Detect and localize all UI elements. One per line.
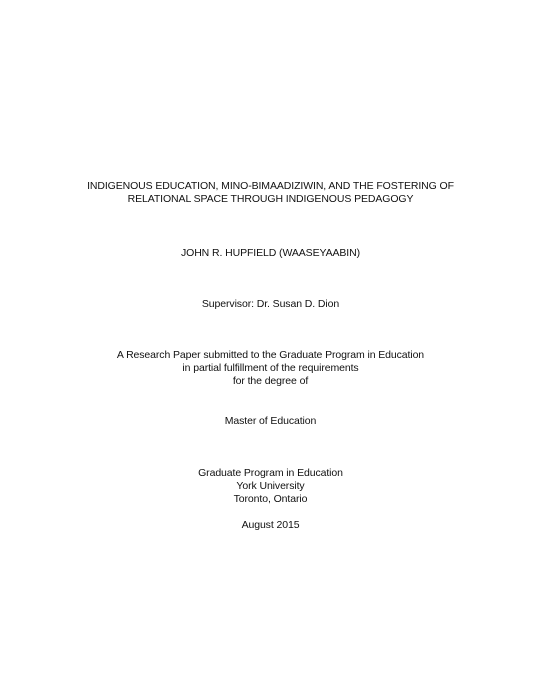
institution-location: Toronto, Ontario bbox=[233, 493, 308, 505]
author-line: JOHN R. HUPFIELD (WAASEYAABIN) bbox=[180, 247, 361, 259]
author-name bbox=[0, 247, 541, 260]
title-line-2: RELATIONAL SPACE THROUGH INDIGENOUS PEDAGOGY bbox=[127, 193, 414, 205]
date-line: August 2015 bbox=[241, 519, 300, 531]
submission-line-1: A Research Paper submitted to the Graduate Program in Education bbox=[116, 349, 425, 361]
paper-title bbox=[0, 180, 541, 206]
degree-line: Master of Education bbox=[224, 415, 317, 427]
submission-date bbox=[0, 519, 541, 532]
institution-program: Graduate Program in Education bbox=[198, 467, 343, 479]
degree-name bbox=[0, 415, 541, 428]
submission-line-2: in partial fulfillment of the requirements bbox=[182, 362, 359, 374]
supervisor-line: Supervisor: Dr. Susan D. Dion bbox=[201, 298, 340, 310]
institution bbox=[0, 467, 541, 506]
title-line-1: INDIGENOUS EDUCATION, MINO-BIMAADIZIWIN, AND THE FOSTERING OF bbox=[87, 180, 454, 192]
institution-university: York University bbox=[236, 480, 305, 492]
supervisor bbox=[0, 298, 541, 311]
submission-statement bbox=[0, 349, 541, 388]
submission-line-3: for the degree of bbox=[232, 375, 309, 387]
